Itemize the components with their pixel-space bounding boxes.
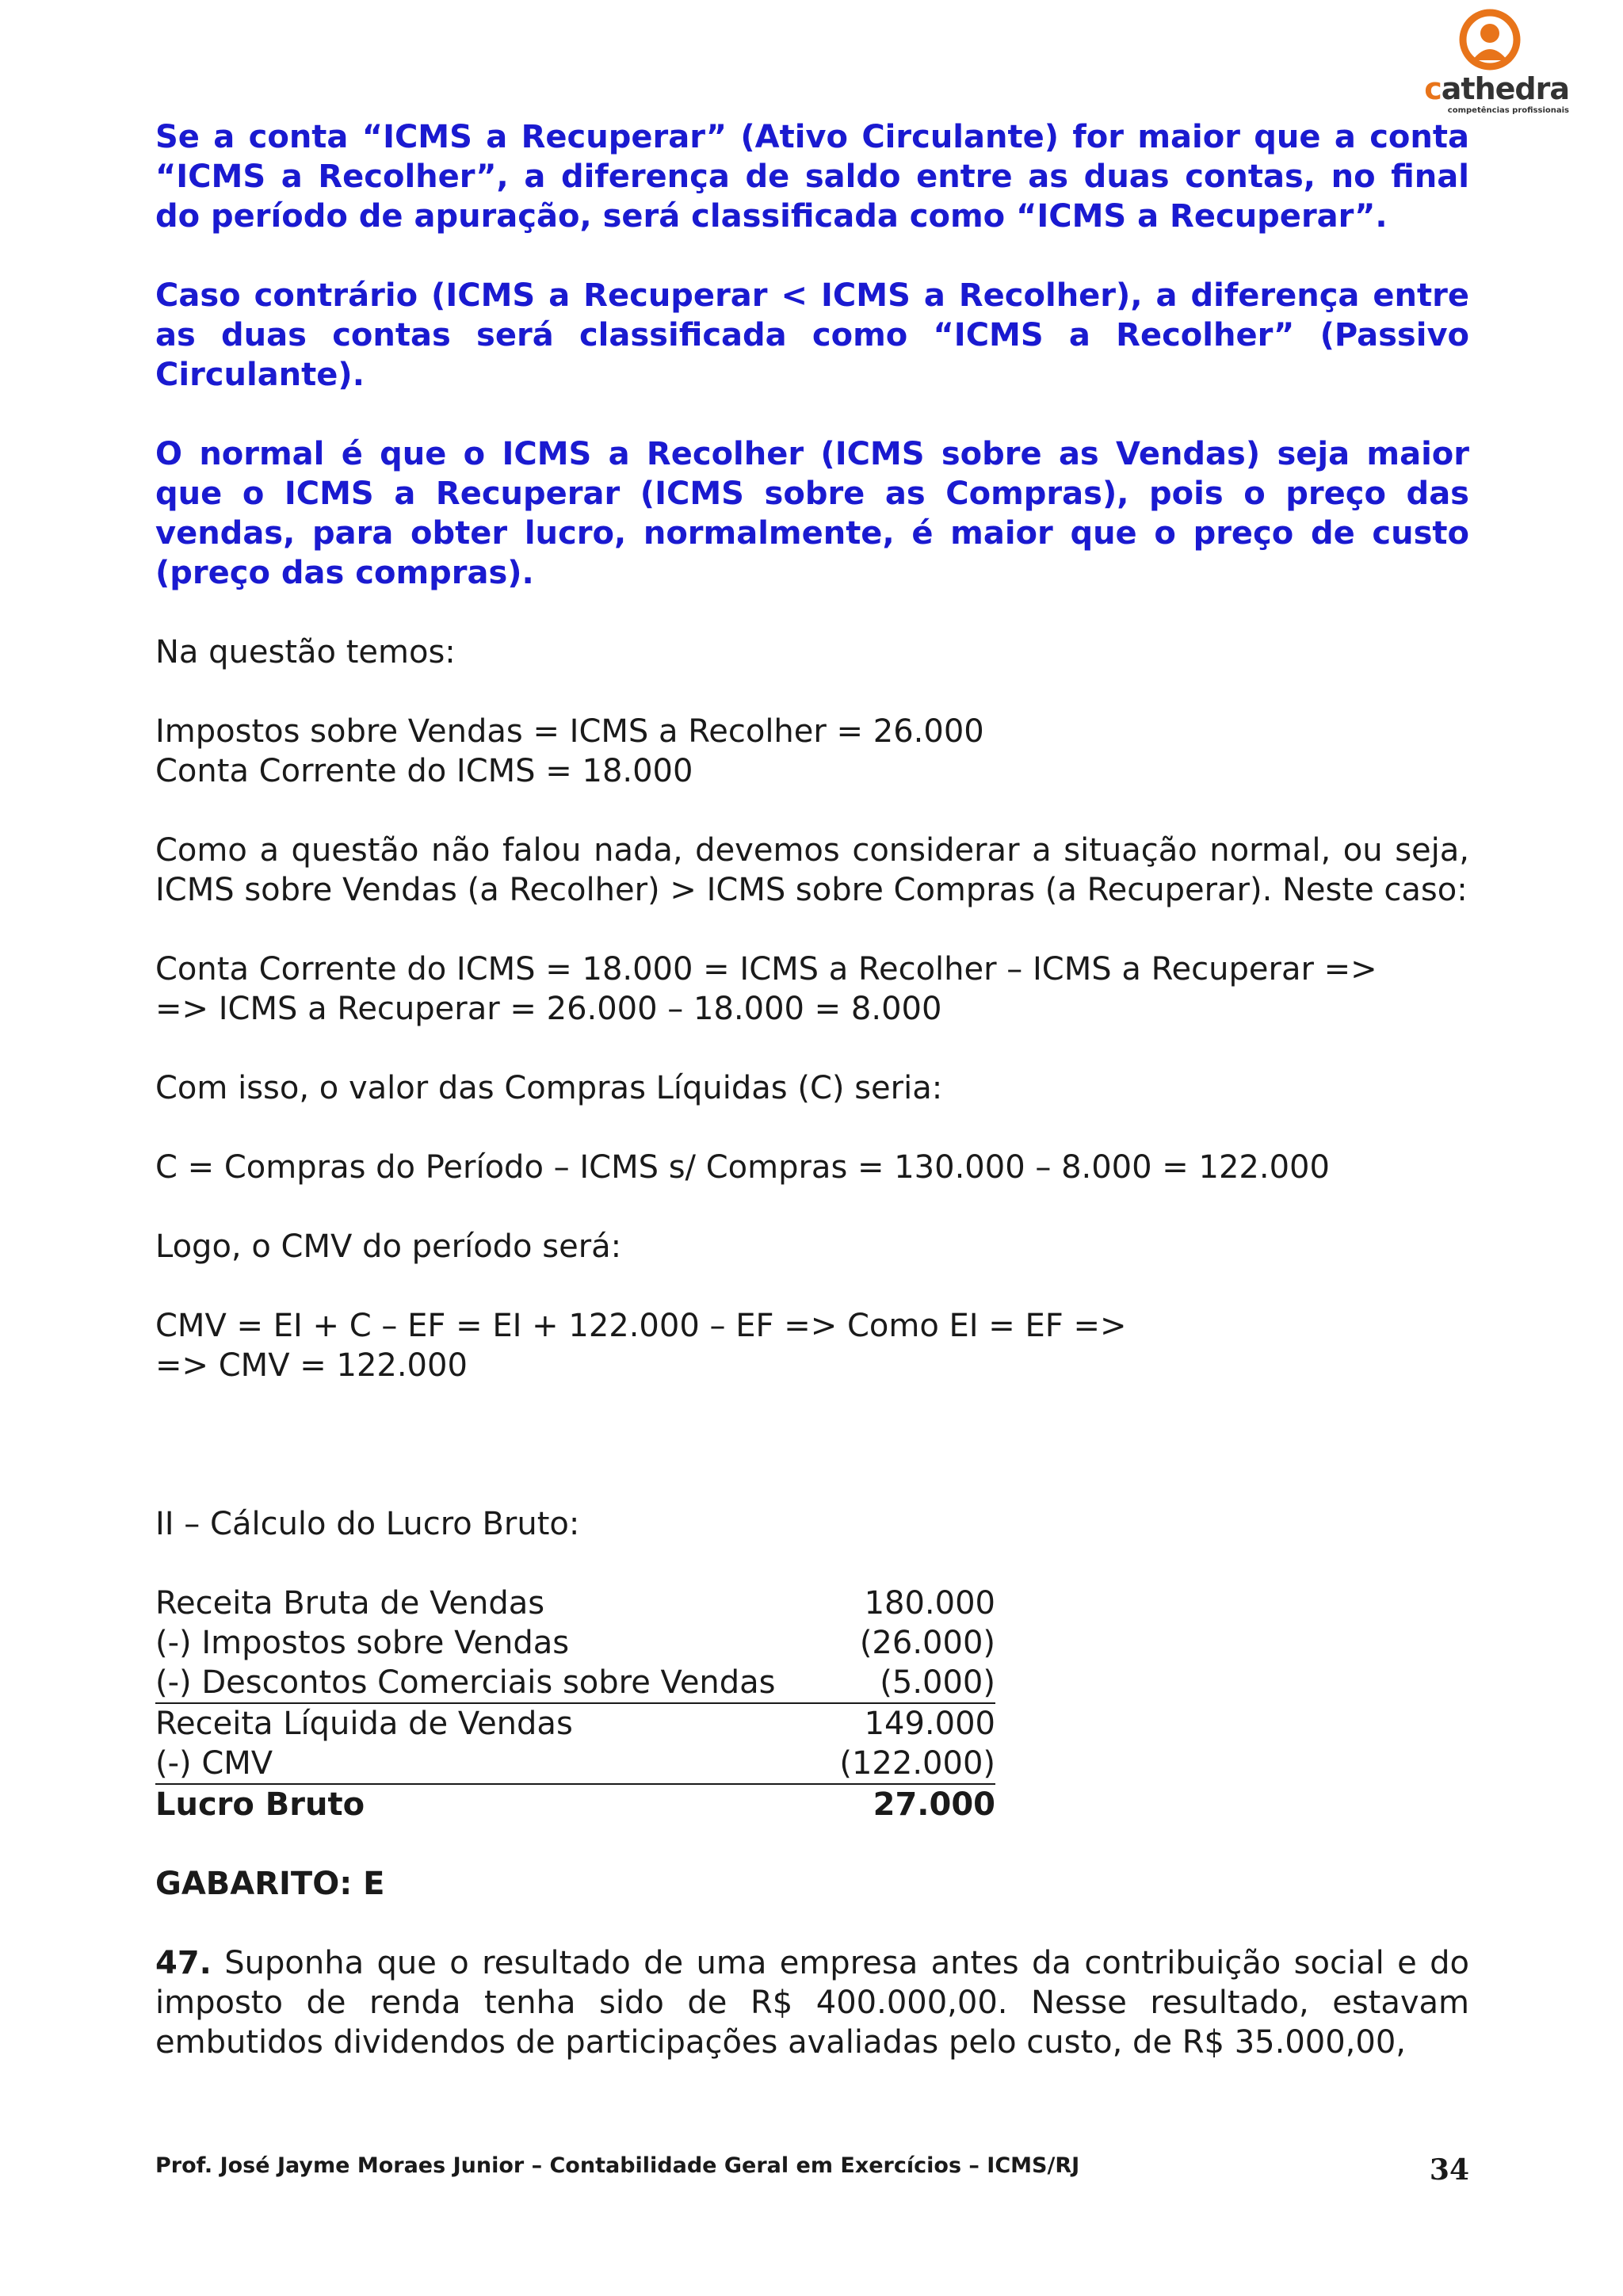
row-label: (-) CMV: [155, 1744, 821, 1784]
cathedra-logo: [1411, 8, 1569, 115]
footer-text: Prof. José Jayme Moraes Junior – Contabilidade Geral em Exercícios – ICMS/RJ: [155, 2153, 1080, 2178]
given-line-2: Conta Corrente do ICMS = 18.000: [155, 753, 693, 789]
given-line-1: Impostos sobre Vendas = ICMS a Recolher = 26.000: [155, 713, 984, 750]
row-label: Receita Bruta de Vendas: [155, 1585, 545, 1622]
compras-intro: Com isso, o valor das Compras Líquidas (C) seria:: [155, 1070, 943, 1106]
icms-calc-line-2: => ICMS a Recuperar = 26.000 – 18.000 = 8.000: [155, 991, 942, 1027]
table-row: [155, 1744, 995, 1784]
table-row: [155, 1623, 995, 1663]
row-value: (26.000): [859, 1625, 995, 1661]
blue-paragraph-1: Se a conta “ICMS a Recuperar” (Ativo Circulante) for maior que a conta “ICMS a Recolher”, a diferença de saldo entre as duas contas, no final do período de apuração, será classificada como “ICMS a Recuperar”.: [155, 119, 1469, 235]
table-row: [155, 1663, 995, 1703]
logo-name-rest: athedra: [1441, 71, 1569, 106]
table-row-total: [155, 1784, 995, 1824]
row-value: 180.000: [864, 1585, 995, 1622]
table-row: [155, 1584, 995, 1623]
income-statement-table: [155, 1584, 995, 1824]
page-number: 34: [1429, 2153, 1469, 2187]
logo-tagline: competências profissionais: [1447, 106, 1569, 115]
page-content: [155, 117, 1469, 2102]
row-value: 27.000: [873, 1786, 995, 1823]
row-label: Receita Líquida de Vendas: [155, 1706, 573, 1742]
row-value: 149.000: [864, 1706, 995, 1742]
logo-wordmark: [1411, 71, 1569, 106]
section-ii-heading: II – Cálculo do Lucro Bruto:: [155, 1506, 580, 1542]
gabarito-answer: GABARITO: E: [155, 1866, 385, 1902]
page-footer: [155, 2153, 1469, 2193]
blue-paragraph-3: O normal é que o ICMS a Recolher (ICMS sobre as Vendas) seja maior que o ICMS a Recuperar (ICMS sobre as Compras), pois o preço das vendas, para obter lucro, normalmente, é maior que o preço de custo (preço das compras).: [155, 436, 1469, 591]
question-text: Suponha que o resultado de uma empresa antes da contribuição social e do imposto de renda tenha sido de R$ 400.000,00. Nesse resultado, estavam embutidos dividendos de participações avaliadas pelo custo, de R$ 35.000,00,: [155, 1945, 1469, 2061]
compras-calc: C = Compras do Período – ICMS s/ Compras = 130.000 – 8.000 = 122.000: [155, 1149, 1330, 1186]
question-number: 47.: [155, 1945, 212, 1981]
row-value: (122.000): [821, 1744, 995, 1784]
row-label: Lucro Bruto: [155, 1786, 365, 1823]
cathedra-person-icon: [1458, 8, 1522, 71]
cmv-intro: Logo, o CMV do período será:: [155, 1228, 622, 1265]
row-label: (-) Impostos sobre Vendas: [155, 1625, 570, 1661]
explanation-paragraph: Como a questão não falou nada, devemos considerar a situação normal, ou seja, ICMS sobre Vendas (a Recolher) > ICMS sobre Compras (a Recuperar). Neste caso:: [155, 832, 1469, 908]
icms-calc-line-1: Conta Corrente do ICMS = 18.000 = ICMS a Recolher – ICMS a Recuperar =>: [155, 951, 1377, 988]
table-row: [155, 1703, 995, 1744]
row-value: (5.000): [821, 1663, 995, 1703]
blue-paragraph-2: Caso contrário (ICMS a Recuperar < ICMS a Recolher), a diferença entre as duas contas será classificada como “ICMS a Recolher” (Passivo Circulante).: [155, 277, 1469, 393]
intro-text: Na questão temos:: [155, 634, 456, 670]
row-label: (-) Descontos Comerciais sobre Vendas: [155, 1663, 821, 1703]
question-47: [155, 1943, 1469, 2062]
cmv-line-1: CMV = EI + C – EF = EI + 122.000 – EF => Como EI = EF =>: [155, 1308, 1127, 1344]
logo-letter-c: c: [1424, 71, 1442, 106]
cmv-line-2: => CMV = 122.000: [155, 1347, 468, 1384]
